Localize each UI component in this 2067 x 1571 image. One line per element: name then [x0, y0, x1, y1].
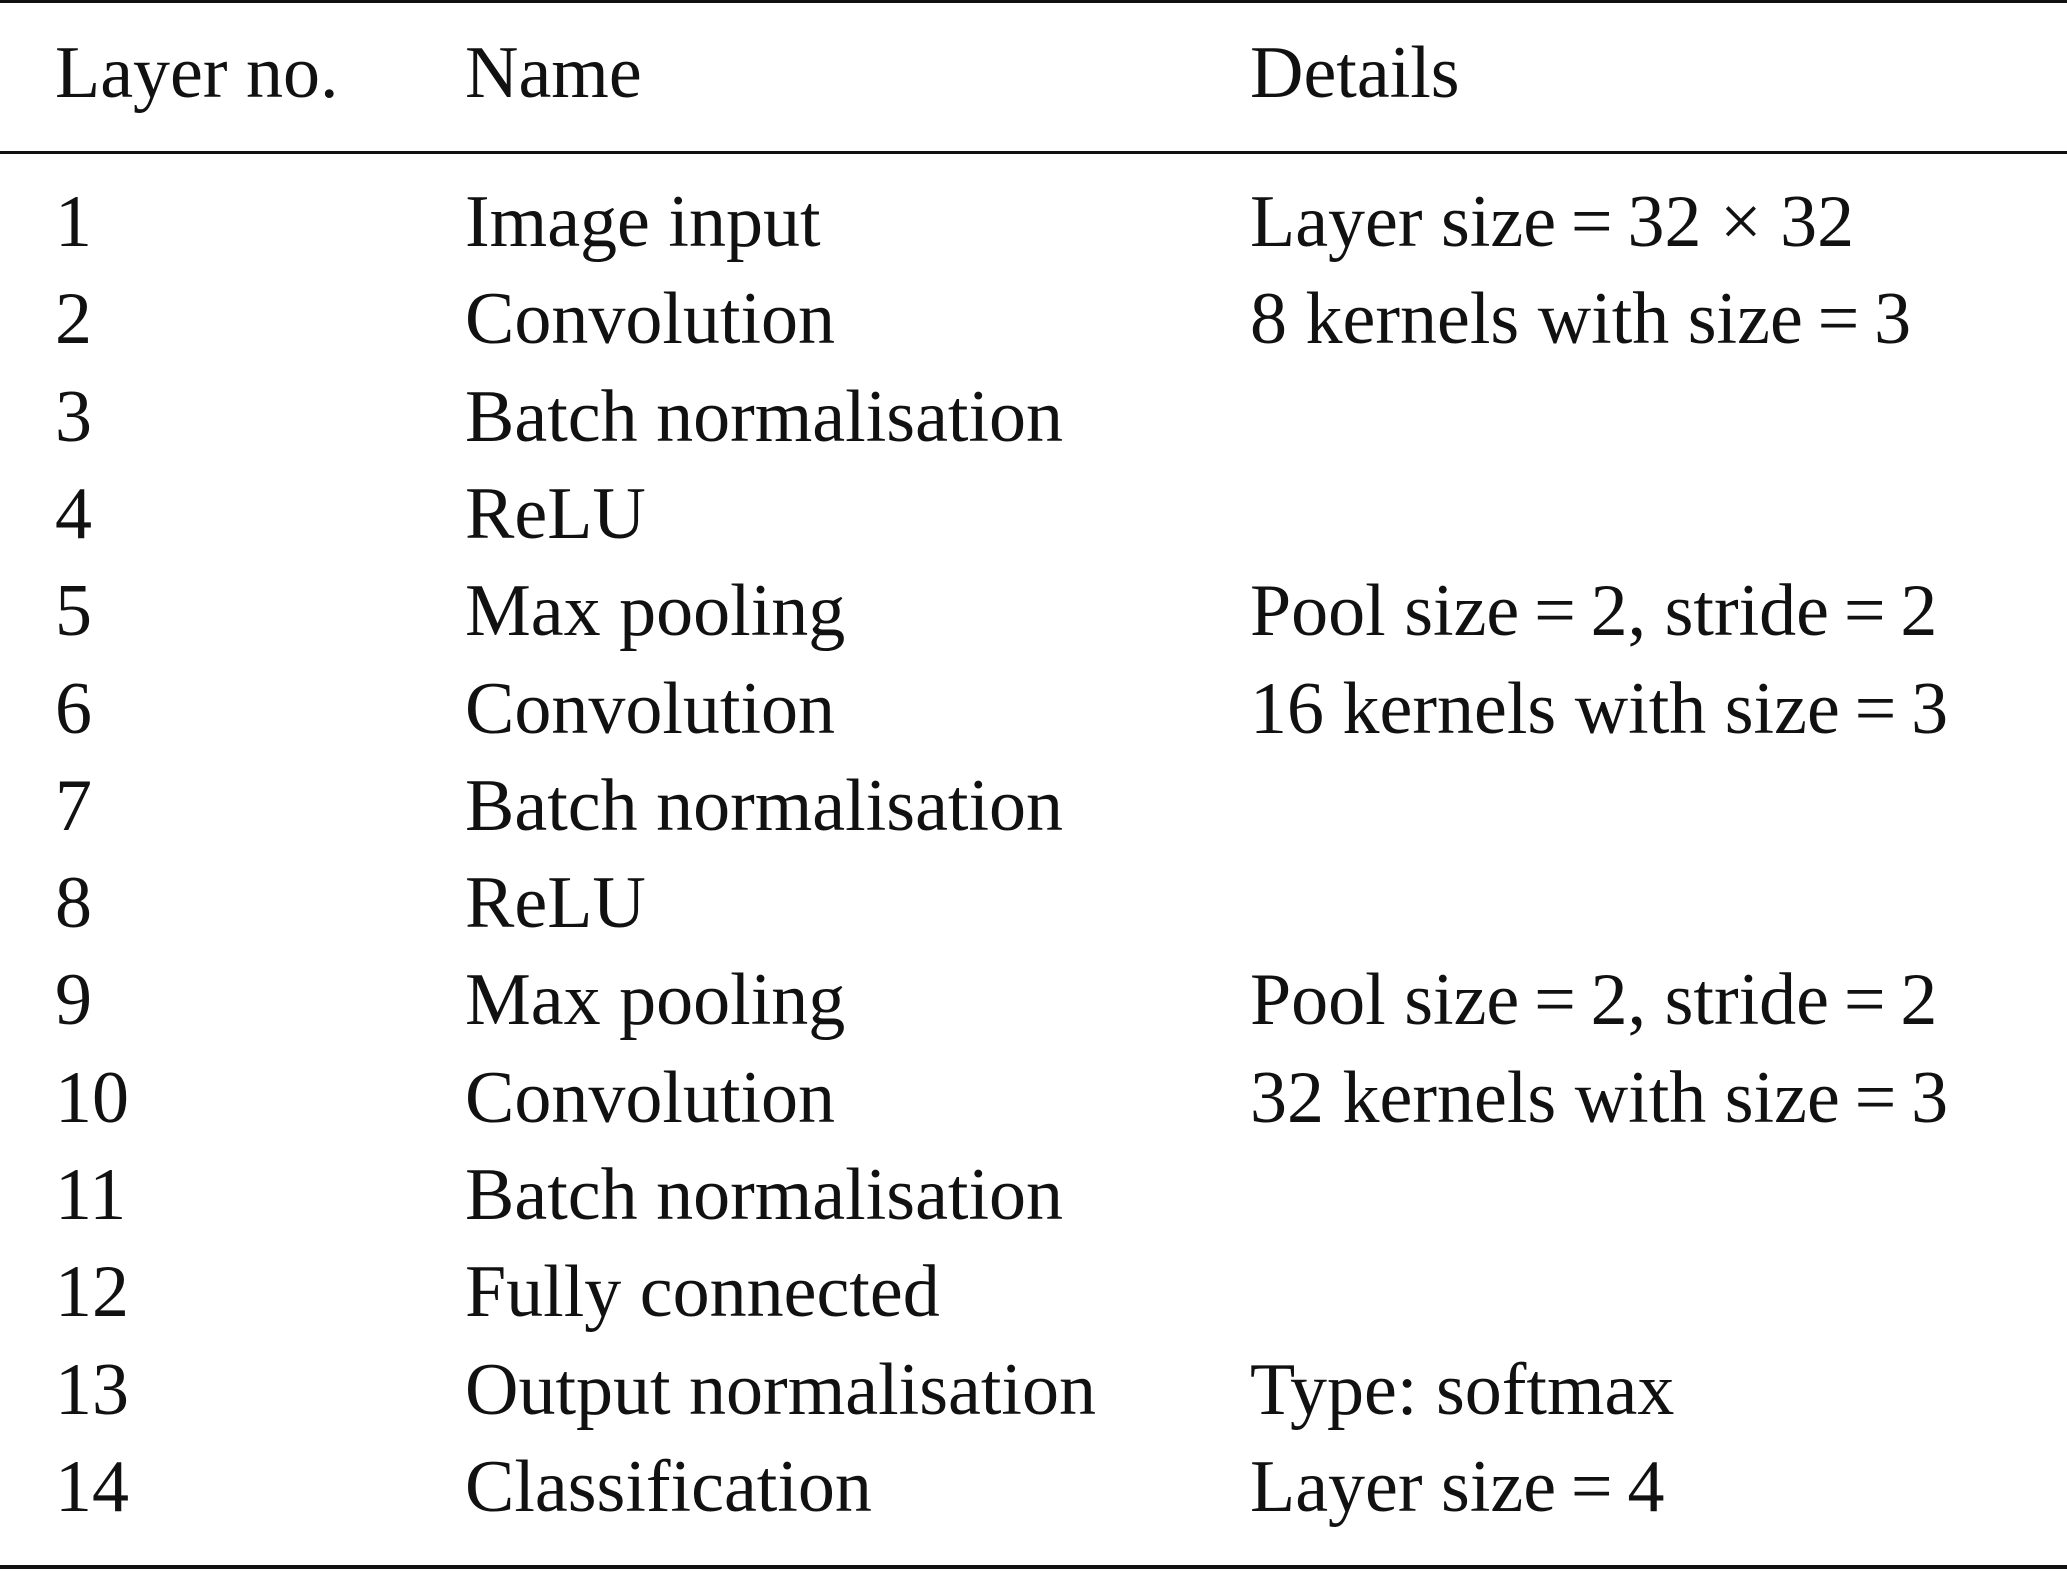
cell-layer-no: 4 — [55, 472, 92, 555]
cell-name: Fully connected — [465, 1251, 940, 1334]
table-row — [0, 466, 2067, 563]
cell-details: 16 kernels with size = 3 — [1250, 667, 1949, 750]
cell-layer-no: 6 — [55, 667, 92, 750]
cell-details: Pool size = 2, stride = 2 — [1250, 570, 1938, 653]
table-row — [0, 271, 2067, 368]
cell-layer-no: 1 — [55, 181, 92, 263]
cell-name: Max pooling — [465, 570, 846, 653]
table-row — [0, 1147, 2067, 1244]
table-row — [0, 952, 2067, 1049]
cell-layer-no: 9 — [55, 959, 92, 1042]
cell-layer-no: 2 — [55, 278, 92, 361]
cell-details: 32 kernels with size = 3 — [1250, 1056, 1949, 1139]
table-header-rule — [0, 151, 2067, 154]
cell-details: 8 kernels with size = 3 — [1250, 278, 1912, 361]
cell-layer-no: 3 — [55, 375, 92, 458]
header-details: Details — [1250, 32, 1460, 114]
cell-layer-no: 14 — [55, 1445, 129, 1528]
table-row — [0, 369, 2067, 466]
table-row — [0, 855, 2067, 952]
header-layer-no: Layer no. — [55, 32, 339, 114]
cell-name: Convolution — [465, 278, 836, 361]
table-row — [0, 661, 2067, 758]
cell-details: Layer size = 32 × 32 — [1250, 181, 1855, 263]
cell-name: ReLU — [465, 472, 646, 555]
header-name: Name — [465, 32, 642, 114]
table-row — [0, 563, 2067, 660]
table-top-rule — [0, 0, 2067, 3]
cell-details: Type: softmax — [1250, 1348, 1675, 1431]
cell-name: Image input — [465, 181, 821, 263]
cell-layer-no: 10 — [55, 1056, 129, 1139]
table-row — [0, 1342, 2067, 1439]
cell-layer-no: 7 — [55, 764, 92, 847]
table-header-row — [0, 25, 2067, 122]
cell-layer-no: 13 — [55, 1348, 129, 1431]
cell-name: ReLU — [465, 862, 646, 945]
cell-layer-no: 11 — [55, 1154, 127, 1236]
cell-name: Output normalisation — [465, 1348, 1096, 1431]
cell-layer-no: 8 — [55, 862, 92, 945]
cell-name: Classification — [465, 1445, 872, 1528]
cell-name: Convolution — [465, 667, 836, 750]
cell-details: Pool size = 2, stride = 2 — [1250, 959, 1938, 1042]
cell-layer-no: 5 — [55, 570, 92, 653]
cell-name: Max pooling — [465, 959, 846, 1042]
table-bottom-rule — [0, 1565, 2067, 1569]
cell-name: Batch normalisation — [465, 764, 1064, 847]
cell-name: Batch normalisation — [465, 1154, 1064, 1236]
table-row — [0, 1439, 2067, 1536]
cell-details: Layer size = 4 — [1250, 1445, 1665, 1528]
table-row — [0, 174, 2067, 271]
table-row — [0, 1050, 2067, 1147]
cell-name: Convolution — [465, 1056, 836, 1139]
table-row — [0, 758, 2067, 855]
cell-layer-no: 12 — [55, 1251, 129, 1334]
cell-name: Batch normalisation — [465, 375, 1064, 458]
table-row — [0, 1244, 2067, 1341]
